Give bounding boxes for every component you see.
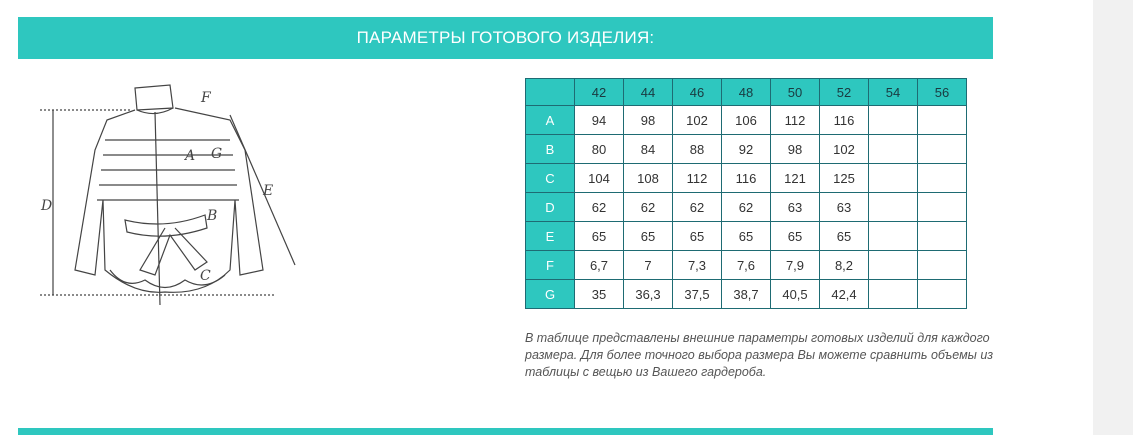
table-cell: 37,5: [673, 280, 722, 309]
row-label: G: [526, 280, 575, 309]
section-title: ПАРАМЕТРЫ ГОТОВОГО ИЗДЕЛИЯ:: [356, 28, 655, 47]
table-row: [526, 193, 967, 222]
table-cell: 116: [820, 106, 869, 135]
table-cell: 65: [575, 222, 624, 251]
table-cell: [869, 106, 918, 135]
table-cell: [918, 135, 967, 164]
table-cell: 112: [673, 164, 722, 193]
table-row: [526, 106, 967, 135]
table-cell: [918, 106, 967, 135]
table-cell: 92: [722, 135, 771, 164]
row-label: C: [526, 164, 575, 193]
table-cell: 65: [673, 222, 722, 251]
row-label: F: [526, 251, 575, 280]
table-header-cell: 54: [869, 79, 918, 106]
table-cell: 6,7: [575, 251, 624, 280]
table-cell: 62: [624, 193, 673, 222]
table-cell: 65: [820, 222, 869, 251]
table-cell: 38,7: [722, 280, 771, 309]
section-header: [18, 17, 993, 59]
table-cell: 7,9: [771, 251, 820, 280]
table-row: [526, 280, 967, 309]
table-cell: 65: [722, 222, 771, 251]
label-c: C: [200, 268, 211, 284]
size-note: В таблице представлены внешние параметры готовых изделий для каждого размера. Для более точного выбора размера Вы можете сравнить объемы из таблицы с вещью из Вашего гардероба.: [525, 331, 994, 379]
table-cell: 7,3: [673, 251, 722, 280]
table-cell: 62: [722, 193, 771, 222]
row-label: A: [526, 106, 575, 135]
table-cell: [869, 193, 918, 222]
table-cell: [869, 135, 918, 164]
table-cell: [918, 222, 967, 251]
table-cell: [918, 164, 967, 193]
label-b: B: [207, 208, 218, 224]
table-cell: 88: [673, 135, 722, 164]
table-row: [526, 222, 967, 251]
table-cell: 62: [673, 193, 722, 222]
table-cell: 35: [575, 280, 624, 309]
table-cell: 94: [575, 106, 624, 135]
table-cell: 80: [575, 135, 624, 164]
table-cell: [918, 193, 967, 222]
row-label: E: [526, 222, 575, 251]
table-cell: 121: [771, 164, 820, 193]
table-cell: 8,2: [820, 251, 869, 280]
table-cell: [869, 280, 918, 309]
table-cell: 65: [771, 222, 820, 251]
size-table: [525, 78, 967, 309]
table-cell: 7,6: [722, 251, 771, 280]
label-a: A: [185, 148, 196, 164]
table-cell: [869, 251, 918, 280]
label-f: F: [201, 90, 211, 106]
label-e: E: [263, 183, 274, 199]
row-label: B: [526, 135, 575, 164]
table-cell: 40,5: [771, 280, 820, 309]
bottom-divider: [18, 428, 993, 435]
table-header-cell: 50: [771, 79, 820, 106]
table-row: [526, 135, 967, 164]
table-cell: 63: [820, 193, 869, 222]
table-row: [526, 251, 967, 280]
table-cell: 63: [771, 193, 820, 222]
table-cell: 36,3: [624, 280, 673, 309]
table-header-cell: 46: [673, 79, 722, 106]
table-header-cell: 44: [624, 79, 673, 106]
table-cell: 104: [575, 164, 624, 193]
table-cell: 108: [624, 164, 673, 193]
table-row: [526, 164, 967, 193]
table-cell: 102: [673, 106, 722, 135]
table-cell: 65: [624, 222, 673, 251]
table-cell: 42,4: [820, 280, 869, 309]
jacket-sketch: [35, 80, 315, 310]
table-cell: [918, 280, 967, 309]
table-header-cell: 56: [918, 79, 967, 106]
table-header-cell: [526, 79, 575, 106]
label-d: D: [41, 198, 53, 214]
side-decoration: [1093, 0, 1133, 435]
row-label: D: [526, 193, 575, 222]
table-header-cell: 48: [722, 79, 771, 106]
table-cell: 98: [771, 135, 820, 164]
table-cell: 7: [624, 251, 673, 280]
table-cell: [869, 222, 918, 251]
table-header-cell: 42: [575, 79, 624, 106]
table-header-row: [526, 79, 967, 106]
table-cell: 112: [771, 106, 820, 135]
label-g: G: [211, 146, 223, 162]
table-cell: [918, 251, 967, 280]
table-cell: 116: [722, 164, 771, 193]
table-cell: 62: [575, 193, 624, 222]
table-cell: 102: [820, 135, 869, 164]
table-cell: 84: [624, 135, 673, 164]
table-header-cell: 52: [820, 79, 869, 106]
table-cell: [869, 164, 918, 193]
table-cell: 106: [722, 106, 771, 135]
table-cell: 98: [624, 106, 673, 135]
table-cell: 125: [820, 164, 869, 193]
